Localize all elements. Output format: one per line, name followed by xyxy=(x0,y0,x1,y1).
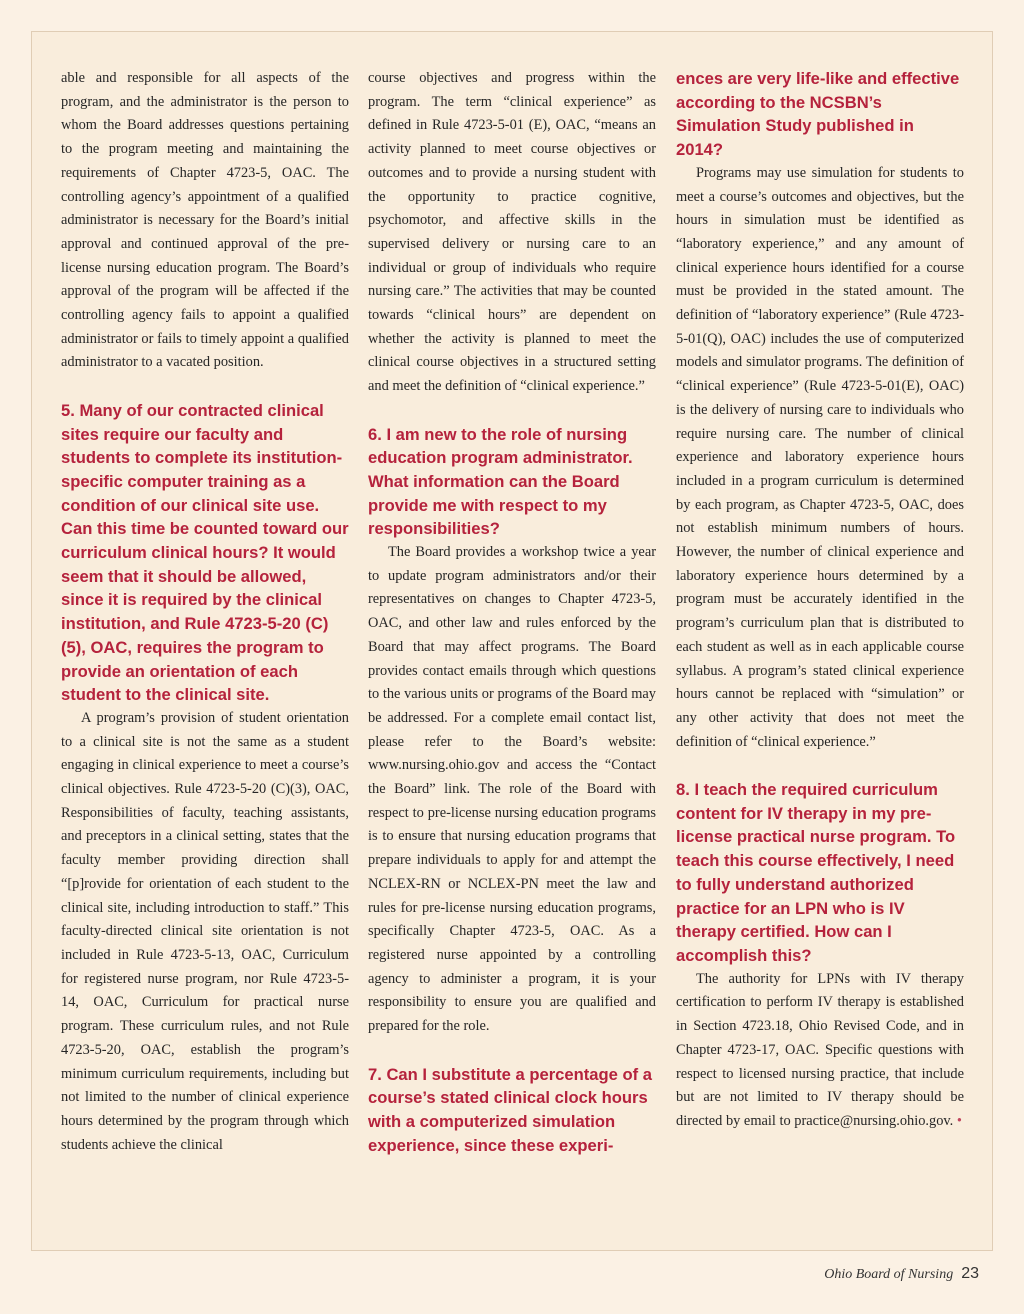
question-6-heading: 6. I am new to the role of nursing education program administrator. What information can the Board provide me with respect to my responsibilities? xyxy=(368,424,633,539)
answer-7-paragraph: Programs may use simulation for students to meet a course’s outcomes and objectives, but the hours in simulation must be identified as “laboratory experience,” and any amount of clinical experience hours identified for a course must be provided in the stated amount. The definition of “laboratory experience” (Rule 4723-5-01(Q), OAC) includes the use of computerized models and simulator programs. The definition of “clinical experience” (Rule 4723-5-01(E), OAC) is the delivery of nursing care to individuals who require nursing care. The number of clinical experience and laboratory experience hours included in a program curriculum is determined by each program, as Chapter 4723-5, OAC, does not establish minimum numbers of hours. However, the number of clinical experience and laboratory experience hours determined by a program must be accurately identified in the program’s curriculum plan that is distributed to each student as well as in each applicable course syllabus. A program’s stated clinical experience hours cannot be replaced with “simulation” or any other activity that does not meet the definition of “clinical experience.” xyxy=(676,164,964,750)
answer-8-paragraph xyxy=(676,968,964,1134)
question-7-heading: 7. Can I substitute a percentage of a course’s stated clinical clock hours with a computerized simulation experience, since these experi- xyxy=(368,1064,653,1155)
question-5-heading: 5. Many of our contracted clinical sites require our faculty and students to complete its institution-specific computer training as a condition of our clinical site use. Can this time be counted toward our curriculum clinical hours? It would seem that it should be allowed, since it is required by the clinical institution, and Rule 4723-5-20 (C)(5), OAC, requires the program to provide an orientation of each student to the clinical site. xyxy=(61,400,349,705)
answer-8-text: The authority for LPNs with IV therapy certification to perform IV therapy is established in Section 4723.18, Ohio Revised Code, and in Chapter 4723-17, OAC. Specific questions with respect to licensed nursing practice, that include but are not limited to IV therapy should be directed by email to practice@nursing.ohio.gov. xyxy=(676,970,964,1129)
column-3 xyxy=(676,67,964,1134)
paragraph: course objectives and progress within the program. The term “clinical experience” as defined in Rule 4723-5-01 (E), OAC, “means an activity planned to meet course objectives or outcomes and to provide a nursing student with the opportunity to practice cognitive, psychomotor, and affective skills in the supervised delivery or nursing care to an individual or group of individuals who require nursing care.” The activities that may be counted towards “clinical hours” are dependent on whether the activity is planned to meet the clinical course objectives in a structured setting and meet the definition of “clinical experience.” xyxy=(368,70,656,395)
paragraph: able and responsible for all aspects of the program, and the administrator is the person to whom the Board addresses questions pertaining to the program meeting and maintaining the requirements of Chapter 4723-5, OAC. The controlling agency’s appointment of a qualified administrator is necessary for the Board’s initial approval and continued approval of the pre-license nursing education program. The Board’s approval of the program will be affected if the controlling agency fails to appoint a qualified administrator or fails to timely appoint a qualified administrator to a vacated position. xyxy=(61,70,349,371)
column-2 xyxy=(368,67,656,1157)
publication-name: Ohio Board of Nursing xyxy=(824,1267,954,1282)
answer-6-paragraph: The Board provides a workshop twice a year to update program administrators and/or their representatives on changes to Chapter 4723-5, OAC, and other law and rules enforced by the Board that may affect programs. The Board provides contact emails through which questions to the various units or programs of the Board may be addressed. For a complete email contact list, please refer to the Board’s website: www.nursing.ohio.gov and access the “Contact the Board” link. The role of the Board with respect to pre-license nursing education programs is to ensure that nursing education programs that prepare individuals to apply for and attempt the NCLEX-RN or NCLEX-PN meet the law and rules for pre-license nursing education programs, specifically Chapter 4723-5, OAC. As a registered nurse appointed by a controlling agency to administer a program, it is your responsibility to ensure you are qualified and prepared for the role. xyxy=(368,544,656,1035)
question-8-heading: 8. I teach the required curriculum content for IV therapy in my pre-license practical nurse program. To teach this course effectively, I need to fully understand authorized practice for an LPN who is IV therapy certified. How can I accomplish this? xyxy=(676,780,956,965)
answer-5-paragraph: A program’s provision of student orientation to a clinical site is not the same as a student engaging in clinical experience to meet a course’s clinical objectives. Rule 4723-5-20 (C)(3), OAC, Responsibilities of faculty, teaching assistants, and preceptors in a clinical setting, states that the faculty member providing direction shall “[p]rovide for orientation of each student to the clinical site, including introduction to staff.” This faculty-directed clinical site orientation is not included in Rule 4723-5-13, OAC, Curriculum for registered nurse program, nor Rule 4723-5-14, OAC, Curriculum for practical nurse program. These curriculum rules, and not Rule 4723-5-20, OAC, establish the program’s minimum curriculum requirements, including but not limited to the number of clinical experience hours determined by the program through which students achieve the clinical xyxy=(61,709,349,1153)
question-7-heading-continued: ences are very life-like and effective according to the NCSBN’s Simulation Study published in 2014? xyxy=(676,69,960,160)
end-mark-icon: • xyxy=(956,1112,962,1129)
column-1 xyxy=(61,67,349,1157)
page-number: 23 xyxy=(961,1265,979,1282)
page-footer xyxy=(824,1265,979,1283)
